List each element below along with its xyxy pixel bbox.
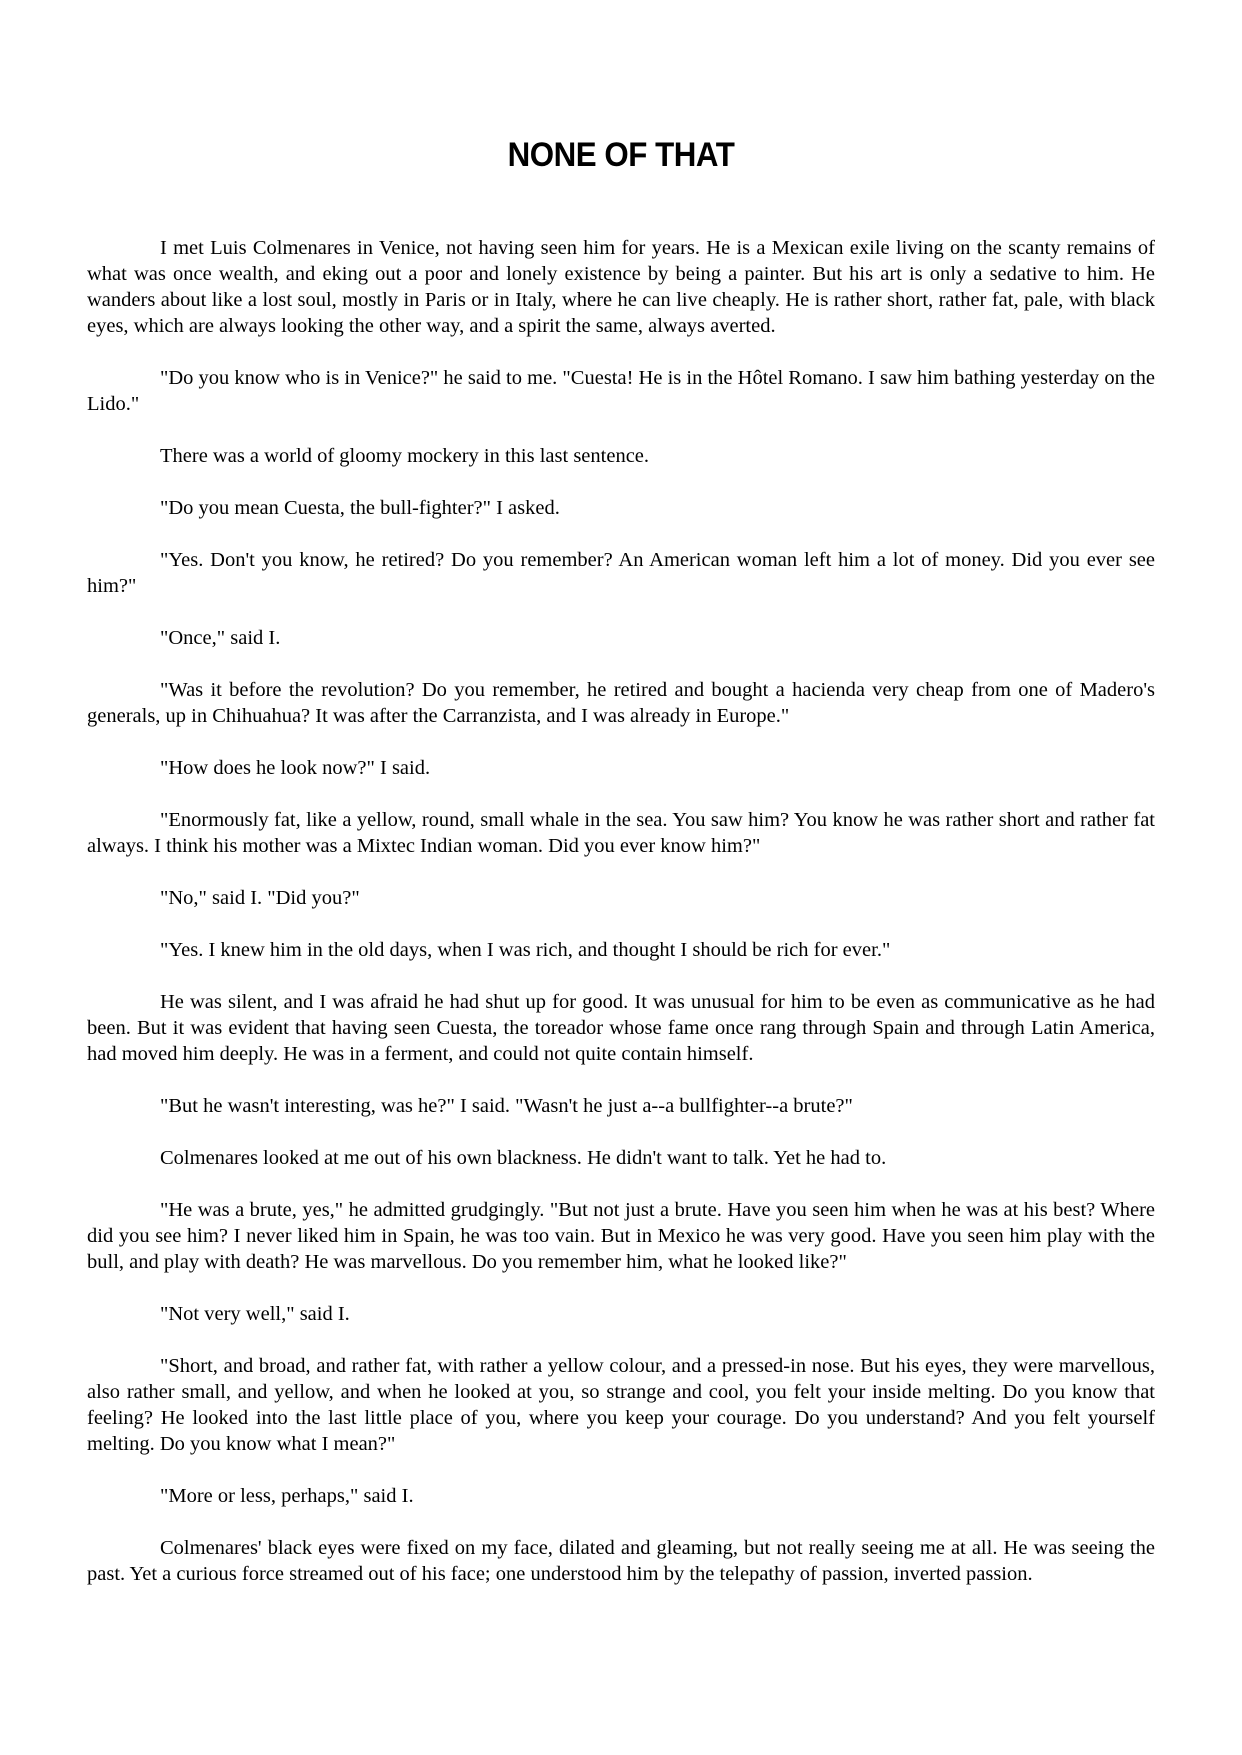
paragraph: "How does he look now?" I said. bbox=[160, 757, 431, 779]
paragraph: "Do you know who is in Venice?" he said to me. "Cuesta! He is in the Hôtel Romano. I saw him bathing yesterday on the Lido." bbox=[87, 367, 1155, 415]
paragraph: "More or less, perhaps," said I. bbox=[160, 1485, 414, 1507]
page-title: NONE OF THAT bbox=[507, 136, 735, 174]
paragraph: He was silent, and I was afraid he had shut up for good. It was unusual for him to be even as communicative as he had been. But it was evident that having seen Cuesta, the toreador whose fame once rang through Spain and through Latin America, had moved him deeply. He was in a ferment, and could not quite contain himself. bbox=[87, 991, 1155, 1065]
paragraph: Colmenares looked at me out of his own blackness. He didn't want to talk. Yet he had to. bbox=[160, 1147, 887, 1169]
paragraph: "Yes. I knew him in the old days, when I was rich, and thought I should be rich for ever." bbox=[160, 939, 891, 961]
paragraph: "Short, and broad, and rather fat, with rather a yellow colour, and a pressed-in nose. But his eyes, they were marvellous, also rather small, and yellow, and when he looked at you, so strange and cool, you felt your inside melting. Do you know that feeling? He looked into the last little place of you, where you keep your courage. Do you understand? And you felt yourself melting. Do you know what I mean?" bbox=[87, 1355, 1155, 1455]
paragraph: "Once," said I. bbox=[160, 627, 281, 649]
paragraph: "Not very well," said I. bbox=[160, 1303, 350, 1325]
paragraph: "Yes. Don't you know, he retired? Do you remember? An American woman left him a lot of money. Did you ever see him?" bbox=[87, 549, 1155, 597]
paragraph: "No," said I. "Did you?" bbox=[160, 887, 360, 909]
paragraph: "Enormously fat, like a yellow, round, small whale in the sea. You saw him? You know he was rather short and rather fat always. I think his mother was a Mixtec Indian woman. Did you ever know him?" bbox=[87, 809, 1155, 857]
paragraph: There was a world of gloomy mockery in this last sentence. bbox=[160, 445, 650, 467]
body-text bbox=[87, 235, 1155, 1613]
paragraph: "Was it before the revolution? Do you remember, he retired and bought a hacienda very cheap from one of Madero's generals, up in Chihuahua? It was after the Carranzista, and I was already in Europe." bbox=[87, 679, 1155, 727]
paragraph: "He was a brute, yes," he admitted grudgingly. "But not just a brute. Have you seen him when he was at his best? Where did you see him? I never liked him in Spain, he was too vain. But in Mexico he was very good. Have you seen him play with the bull, and play with death? He was marvellous. Do you remember him, what he looked like?" bbox=[87, 1199, 1155, 1273]
document-page bbox=[87, 0, 1155, 1755]
paragraph: I met Luis Colmenares in Venice, not having seen him for years. He is a Mexican exile living on the scanty remains of what was once wealth, and eking out a poor and lonely existence by being a painter. But his art is only a sedative to him. He wanders about like a lost soul, mostly in Paris or in Italy, where he can live cheaply. He is rather short, rather fat, pale, with black eyes, which are always looking the other way, and a spirit the same, always averted. bbox=[87, 237, 1155, 337]
paragraph: Colmenares' black eyes were fixed on my face, dilated and gleaming, but not really seeing me at all. He was seeing the past. Yet a curious force streamed out of his face; one understood him by the telepathy of passion, inverted passion. bbox=[87, 1537, 1155, 1585]
paragraph: "Do you mean Cuesta, the bull-fighter?" I asked. bbox=[160, 497, 560, 519]
paragraph: "But he wasn't interesting, was he?" I said. "Wasn't he just a--a bullfighter--a brute?" bbox=[160, 1095, 853, 1117]
